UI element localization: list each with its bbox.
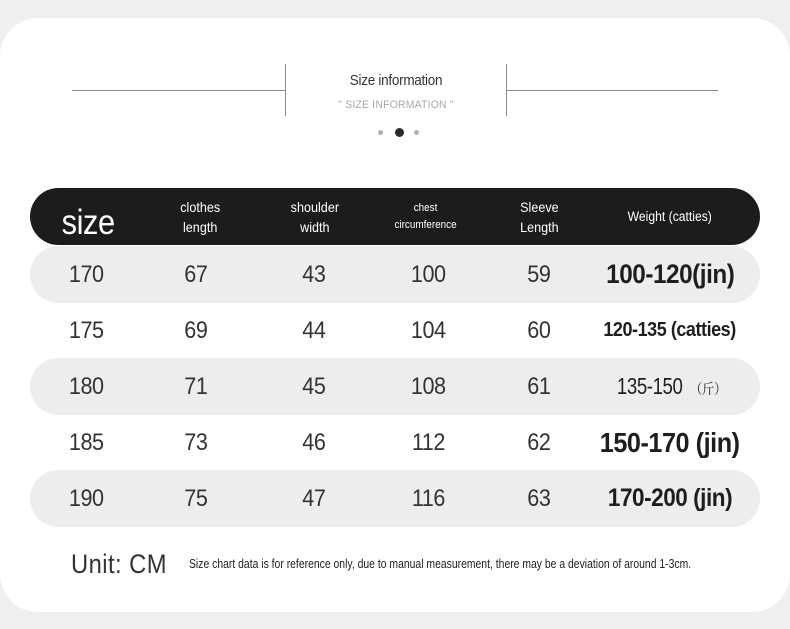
cell-chest: 116 bbox=[411, 484, 445, 512]
header-clothes-length: clothes length bbox=[180, 198, 220, 235]
title-divider-right bbox=[507, 90, 718, 91]
title-divider-left bbox=[72, 90, 285, 91]
header-weight: Weight (catties) bbox=[627, 208, 713, 224]
cell-size: 170 bbox=[68, 260, 104, 288]
cell-weight: 100-120(jin) bbox=[605, 259, 735, 289]
cell-shoulder: 44 bbox=[302, 316, 326, 344]
cell-size: 185 bbox=[68, 428, 104, 456]
dot-indicator bbox=[414, 130, 419, 135]
cell-weight: 170-200 (jin) bbox=[607, 484, 733, 512]
cell-shoulder: 45 bbox=[302, 372, 326, 400]
cell-sleeve: 60 bbox=[527, 316, 551, 344]
cell-shoulder: 47 bbox=[302, 484, 326, 512]
table-row bbox=[30, 246, 760, 303]
table-row bbox=[30, 414, 760, 471]
cell-size: 180 bbox=[68, 372, 104, 400]
header-size: size bbox=[61, 202, 115, 242]
pagination-dots bbox=[370, 127, 426, 137]
cell-length: 69 bbox=[184, 316, 208, 344]
table-row bbox=[30, 358, 760, 415]
cell-sleeve: 62 bbox=[527, 428, 551, 456]
header-shoulder-width: shoulder width bbox=[290, 198, 340, 235]
disclaimer-note: Size chart data is for reference only, due to manual measurement, there may be a deviation of around 1-3cm. bbox=[189, 556, 692, 571]
cell-sleeve: 61 bbox=[527, 372, 551, 400]
cell-shoulder: 46 bbox=[302, 428, 326, 456]
header-chest-circumference: chest circumference bbox=[394, 201, 458, 231]
cell-weight: 150-170 (jin) bbox=[600, 426, 740, 458]
cell-length: 75 bbox=[184, 484, 208, 512]
table-row bbox=[30, 302, 760, 359]
cell-shoulder: 43 bbox=[302, 260, 326, 288]
cell-size: 175 bbox=[68, 316, 104, 344]
cell-chest: 104 bbox=[410, 316, 446, 344]
weight-unit: （斤） bbox=[689, 381, 727, 397]
cell-weight: 120-135 (catties) bbox=[603, 319, 737, 341]
dot-indicator-active bbox=[395, 128, 404, 137]
section-subtitle: " SIZE INFORMATION " bbox=[338, 99, 454, 111]
cell-chest: 108 bbox=[410, 372, 446, 400]
header-sleeve-length: Sleeve Length bbox=[519, 198, 559, 235]
title-tick-left bbox=[285, 64, 286, 116]
cell-length: 71 bbox=[184, 372, 208, 400]
cell-sleeve: 59 bbox=[527, 260, 551, 288]
cell-length: 67 bbox=[184, 260, 208, 288]
cell-sleeve: 63 bbox=[527, 484, 551, 512]
weight-value: 135-150 bbox=[617, 373, 683, 399]
table-row bbox=[30, 470, 760, 527]
section-title: Size information bbox=[349, 72, 443, 89]
unit-label: Unit: CM bbox=[71, 549, 167, 579]
cell-weight bbox=[592, 358, 748, 415]
cell-chest: 112 bbox=[411, 428, 445, 456]
cell-chest: 100 bbox=[410, 260, 446, 288]
cell-length: 73 bbox=[184, 428, 208, 456]
dot-indicator bbox=[378, 130, 383, 135]
cell-size: 190 bbox=[68, 484, 104, 512]
table-header bbox=[30, 188, 760, 245]
